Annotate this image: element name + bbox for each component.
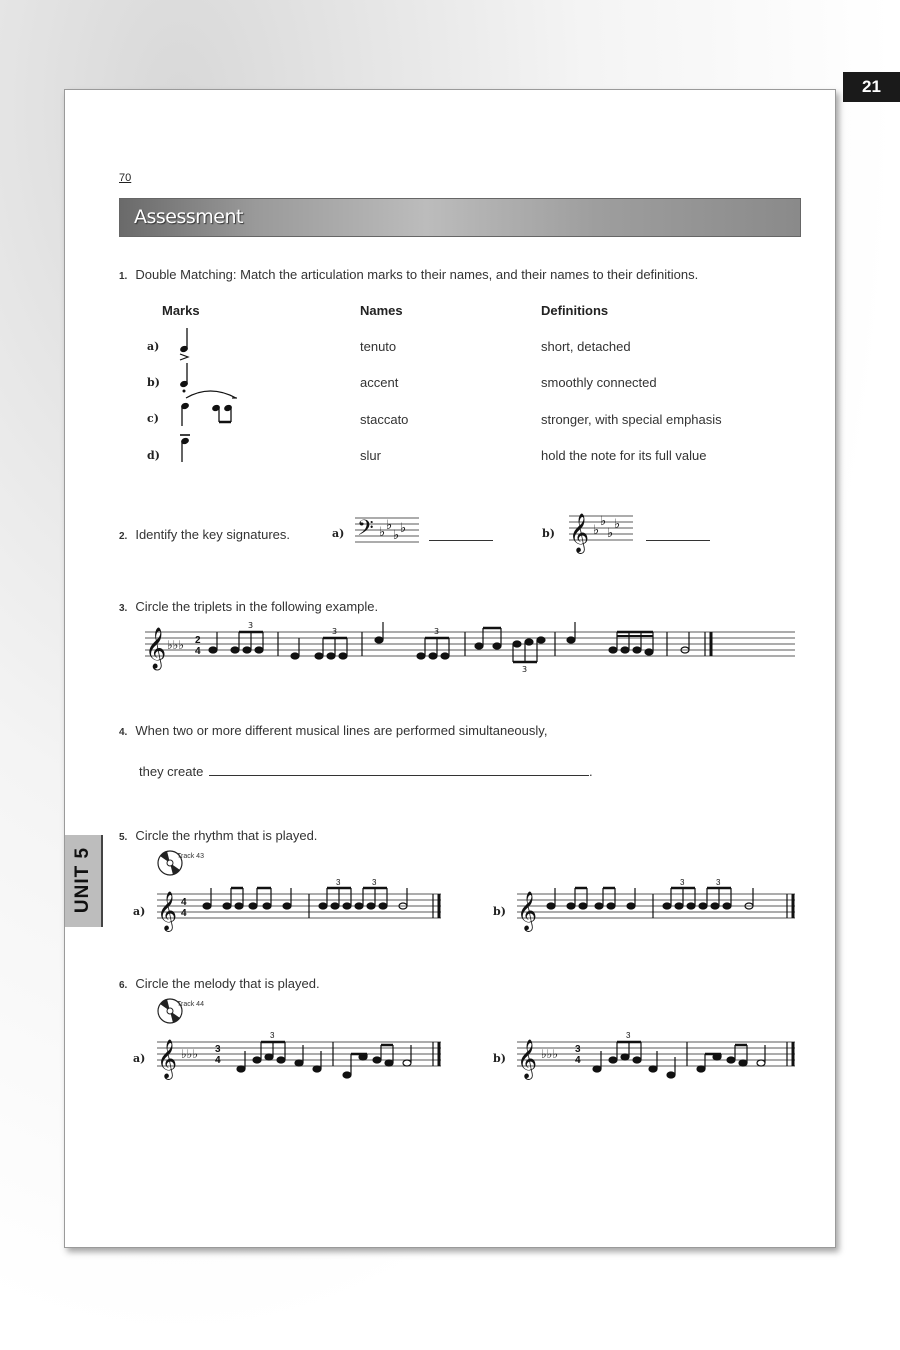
svg-text:4: 4 xyxy=(215,1055,221,1066)
rhythm-b-staff xyxy=(517,880,807,936)
treble-clef-icon: 𝄞 xyxy=(157,1039,178,1079)
row-c-label: c) xyxy=(147,412,159,425)
name-accent: accent xyxy=(360,375,399,390)
melody-b-staff xyxy=(517,1028,807,1088)
svg-text:♭: ♭ xyxy=(600,514,607,529)
question-4-number: 4. xyxy=(119,727,128,738)
svg-text:3: 3 xyxy=(270,1031,275,1040)
svg-text:3: 3 xyxy=(372,878,377,887)
svg-text:3: 3 xyxy=(336,878,341,887)
row-b-label: b) xyxy=(147,376,160,389)
question-4-text2: they create xyxy=(139,764,204,779)
marks-header: Marks xyxy=(162,303,200,318)
tenuto-mark-note xyxy=(180,435,190,462)
unit-tab xyxy=(65,835,103,927)
section-title: Assessment xyxy=(134,206,243,228)
question-5-number: 5. xyxy=(119,832,128,843)
svg-text:4: 4 xyxy=(195,646,201,657)
svg-text:3: 3 xyxy=(522,665,528,674)
svg-text:4: 4 xyxy=(181,897,187,908)
melody-a-staff xyxy=(157,1028,447,1088)
accent-mark-note xyxy=(179,328,189,360)
worksheet-page xyxy=(64,89,836,1248)
svg-text:3: 3 xyxy=(626,1031,631,1040)
svg-text:2: 2 xyxy=(195,635,201,646)
svg-text:3: 3 xyxy=(575,1044,581,1055)
question-4-text: When two or more different musical lines are performed simultaneously, xyxy=(135,723,548,738)
key-a-label: a) xyxy=(332,527,345,540)
section-banner xyxy=(119,198,801,237)
question-4-line2 xyxy=(139,762,593,779)
definition-2: smoothly connected xyxy=(541,375,657,390)
staccato-mark-note xyxy=(179,363,189,393)
question-3 xyxy=(119,599,378,614)
svg-text:♭: ♭ xyxy=(386,518,393,533)
svg-text:3: 3 xyxy=(434,627,440,636)
definition-1: short, detached xyxy=(541,339,631,354)
rhythm-a-label: a) xyxy=(133,905,146,918)
question-5-text: Circle the rhythm that is played. xyxy=(135,828,318,843)
svg-text:♭♭♭: ♭♭♭ xyxy=(167,638,184,652)
page-number: 70 xyxy=(119,172,132,184)
definition-3: stronger, with special emphasis xyxy=(541,412,722,427)
question-1-number: 1. xyxy=(119,271,128,282)
name-staccato: staccato xyxy=(360,412,409,427)
definition-4: hold the note for its full value xyxy=(541,448,707,463)
question-1-text: Double Matching: Match the articulation marks to their names, and their names to their definitions. xyxy=(135,267,699,282)
question-1 xyxy=(119,267,698,282)
name-tenuto: tenuto xyxy=(360,339,397,354)
name-slur: slur xyxy=(360,448,381,463)
row-d-label: d) xyxy=(147,449,160,462)
definitions-header: Definitions xyxy=(541,303,609,318)
question-6-text: Circle the melody that is played. xyxy=(135,976,320,991)
track-43-label: Track 43 xyxy=(177,853,204,860)
question-6-number: 6. xyxy=(119,980,128,991)
svg-text:4: 4 xyxy=(575,1055,581,1066)
question-2 xyxy=(119,527,290,542)
question-3-text: Circle the triplets in the following example. xyxy=(135,599,379,614)
row-a-label: a) xyxy=(147,340,160,353)
svg-text:♭: ♭ xyxy=(379,525,386,540)
treble-clef-icon: 𝄞 xyxy=(145,628,167,669)
bass-clef-icon: 𝄢 xyxy=(357,516,374,546)
svg-text:♭: ♭ xyxy=(607,526,614,541)
question-6 xyxy=(119,976,320,991)
triplet-example-staff xyxy=(145,616,801,676)
question-4 xyxy=(119,723,547,738)
unit-label: UNIT 5 xyxy=(72,846,93,914)
slur-mark-notes xyxy=(180,391,237,426)
svg-text:4: 4 xyxy=(181,908,187,919)
track-44-label: Track 44 xyxy=(177,1001,204,1008)
treble-clef-icon: 𝄞 xyxy=(569,513,590,553)
svg-text:3: 3 xyxy=(215,1044,221,1055)
names-header: Names xyxy=(360,303,403,318)
svg-text:♭: ♭ xyxy=(614,517,621,532)
melody-a-label: a) xyxy=(133,1052,146,1065)
rhythm-b-label: b) xyxy=(493,905,506,918)
melody-b-label: b) xyxy=(493,1052,506,1065)
svg-text:3: 3 xyxy=(332,627,338,636)
answer-blank-key-a[interactable] xyxy=(429,527,493,541)
svg-text:♭♭♭: ♭♭♭ xyxy=(181,1047,198,1061)
question-2-text: Identify the key signatures. xyxy=(135,527,290,542)
question-3-number: 3. xyxy=(119,603,128,614)
question-2-number: 2. xyxy=(119,531,128,542)
svg-text:3: 3 xyxy=(680,878,685,887)
svg-text:♭♭♭: ♭♭♭ xyxy=(541,1047,558,1061)
svg-text:♭: ♭ xyxy=(393,528,400,543)
corner-page-number: 21 xyxy=(843,72,900,102)
answer-blank-key-b[interactable] xyxy=(646,527,710,541)
question-4-period: . xyxy=(588,764,593,779)
question-5 xyxy=(119,828,317,843)
svg-text:3: 3 xyxy=(716,878,721,887)
treble-clef-icon: 𝄞 xyxy=(517,891,538,931)
treble-clef-key-signature xyxy=(569,508,637,554)
rhythm-a-staff xyxy=(157,880,447,936)
svg-text:♭: ♭ xyxy=(400,521,407,536)
svg-text:♭: ♭ xyxy=(593,523,600,538)
answer-blank-q4[interactable] xyxy=(209,762,589,776)
svg-text:3: 3 xyxy=(248,621,254,630)
key-b-label: b) xyxy=(542,527,555,540)
treble-clef-icon: 𝄞 xyxy=(517,1039,538,1079)
treble-clef-icon: 𝄞 xyxy=(157,891,178,931)
bass-clef-key-signature xyxy=(355,512,421,548)
articulation-marks xyxy=(170,326,250,476)
